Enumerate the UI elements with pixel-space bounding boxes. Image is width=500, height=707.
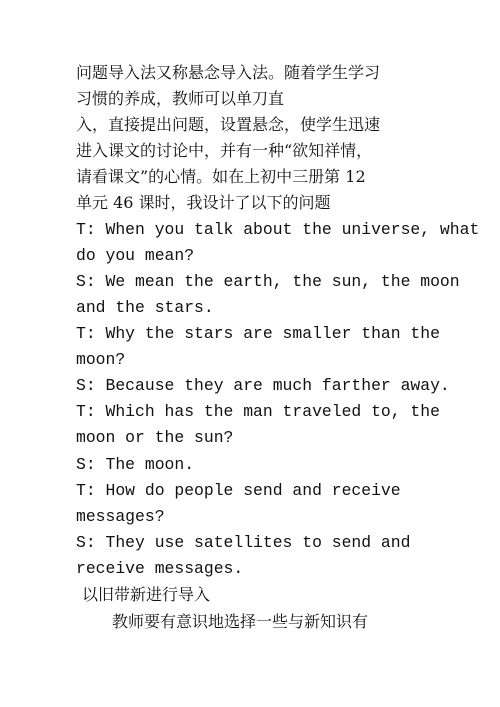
paragraph-line: 请看课文”的心情。如在上初中三册第 12 bbox=[76, 167, 366, 186]
paragraph-line: 进入课文的讨论中，并有一种“欲知祥情， bbox=[76, 141, 373, 160]
dialogue-line: T: When you talk about the universe, what bbox=[76, 220, 480, 239]
paragraph-line: 教师要有意识地选择一些与新知识有 bbox=[112, 612, 369, 631]
dialogue-line: S: Because they are much farther away. bbox=[76, 376, 450, 395]
dialogue-line: T: Why the stars are smaller than the bbox=[76, 324, 440, 343]
dialogue-line: S: They use satellites to send and bbox=[76, 533, 411, 552]
dialogue-line: receive messages. bbox=[76, 559, 244, 578]
dialogue-line: S: The moon. bbox=[76, 455, 195, 474]
dialogue-line: do you mean? bbox=[76, 246, 195, 265]
dialogue-line: S: We mean the earth, the sun, the moon bbox=[76, 272, 460, 291]
dialogue-line: and the stars. bbox=[76, 298, 214, 317]
dialogue-line: moon? bbox=[76, 350, 126, 369]
dialogue-line: messages? bbox=[76, 507, 165, 526]
dialogue-line: moon or the sun? bbox=[76, 428, 234, 447]
dialogue-line: T: How do people send and receive bbox=[76, 481, 401, 500]
section-heading: 以旧带新进行导入 bbox=[82, 585, 211, 604]
dialogue-line: T: Which has the man traveled to, the bbox=[76, 402, 440, 421]
paragraph-line: 习惯的养成，教师可以单刀直 bbox=[76, 89, 285, 108]
paragraph-line: 单元 46 课时，我设计了以下的问题 bbox=[76, 193, 331, 212]
paragraph-line: 问题导入法又称悬念导入法。随着学生学习 bbox=[76, 63, 381, 82]
paragraph-line: 入，直接提出问题，设置悬念，使学生迅速 bbox=[76, 115, 381, 134]
